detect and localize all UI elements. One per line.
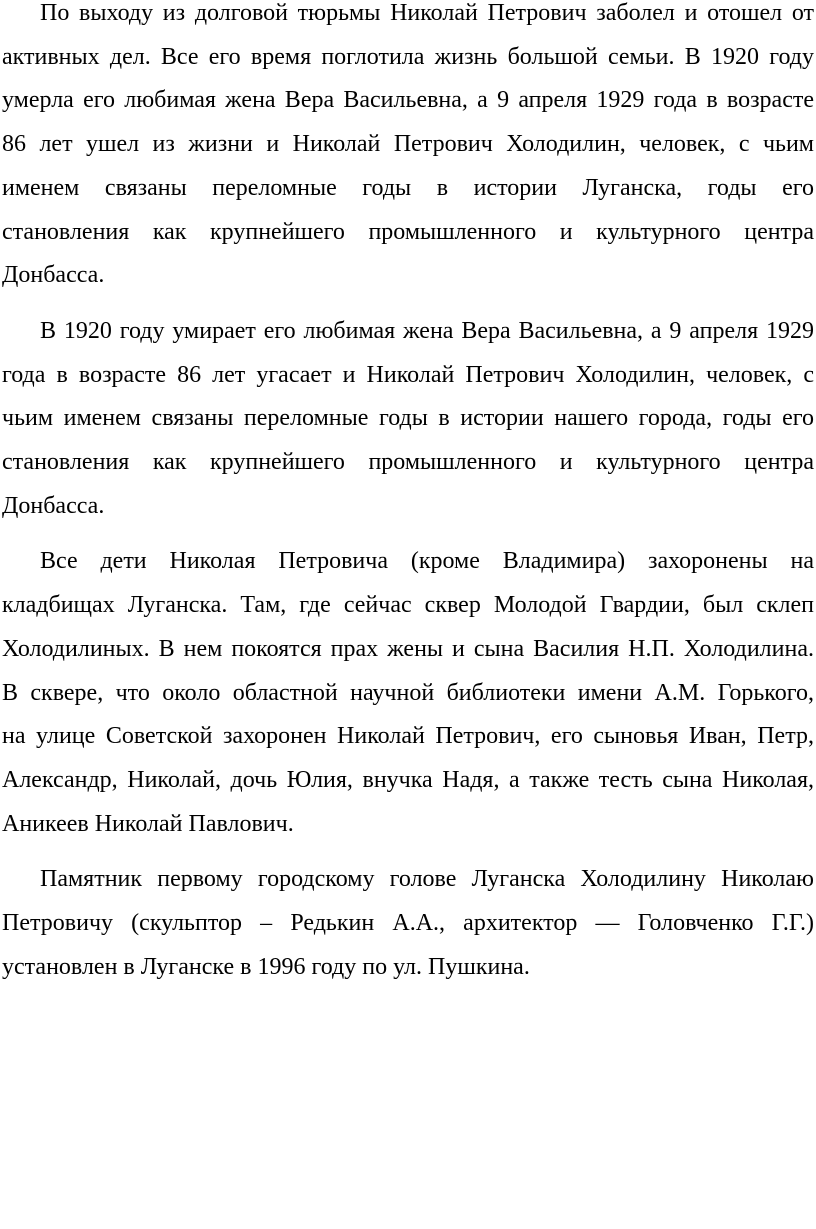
text-line: Аникеев Николай Павлович. (2, 810, 294, 837)
text-line: установлен в Луганске в 1996 году по ул. Пушкина. (2, 953, 530, 980)
text-line: чьим именем связаны переломные годы в истории нашего города, годы его (2, 405, 814, 432)
text-line: становления как крупнейшего промышленного и культурного центра (2, 449, 814, 476)
text-line: умерла его любимая жена Вера Васильевна, а 9 апреля 1929 года в возрасте (2, 87, 814, 114)
text-line: В сквере, что около областной научной библиотеки имени А.М. Горького, (2, 679, 814, 706)
text-line: на улице Советской захоронен Николай Петрович, его сыновья Иван, Петр, (2, 723, 814, 750)
text-line: Все дети Николая Петровича (кроме Владимира) захоронены на (40, 548, 814, 575)
text-line: 86 лет ушел из жизни и Николай Петрович Холодилин, человек, с чьим (2, 131, 814, 158)
text-line: становления как крупнейшего промышленного и культурного центра (2, 218, 814, 245)
paragraph (2, 0, 814, 298)
text-line: Донбасса. (2, 262, 105, 289)
text-line: активных дел. Все его время поглотила жизнь большой семьи. В 1920 году (2, 43, 814, 70)
paragraph (2, 540, 814, 846)
text-line: кладбищах Луганска. Там, где сейчас сквер Молодой Гвардии, был склеп (2, 592, 814, 619)
paragraph (2, 310, 814, 529)
text-line: По выходу из долговой тюрьмы Николай Петрович заболел и отошел от (40, 0, 814, 26)
document-page (2, 0, 814, 1001)
text-line: Памятник первому городскому голове Луганска Холодилину Николаю (40, 866, 814, 893)
text-line: Александр, Николай, дочь Юлия, внучка Надя, а также тесть сына Николая, (2, 766, 814, 793)
text-line: Холодилиных. В нем покоятся прах жены и сына Василия Н.П. Холодилина. (2, 635, 814, 662)
text-line: В 1920 году умирает его любимая жена Вера Васильевна, а 9 апреля 1929 (40, 317, 814, 344)
text-line: года в возрасте 86 лет угасает и Николай Петрович Холодилин, человек, с (2, 361, 814, 388)
paragraph (2, 858, 814, 989)
text-line: именем связаны переломные годы в истории Луганска, годы его (2, 174, 814, 201)
text-line: Донбасса. (2, 492, 105, 519)
text-line: Петровичу (скульптор – Редькин А.А., архитектор — Головченко Г.Г.) (2, 910, 814, 937)
